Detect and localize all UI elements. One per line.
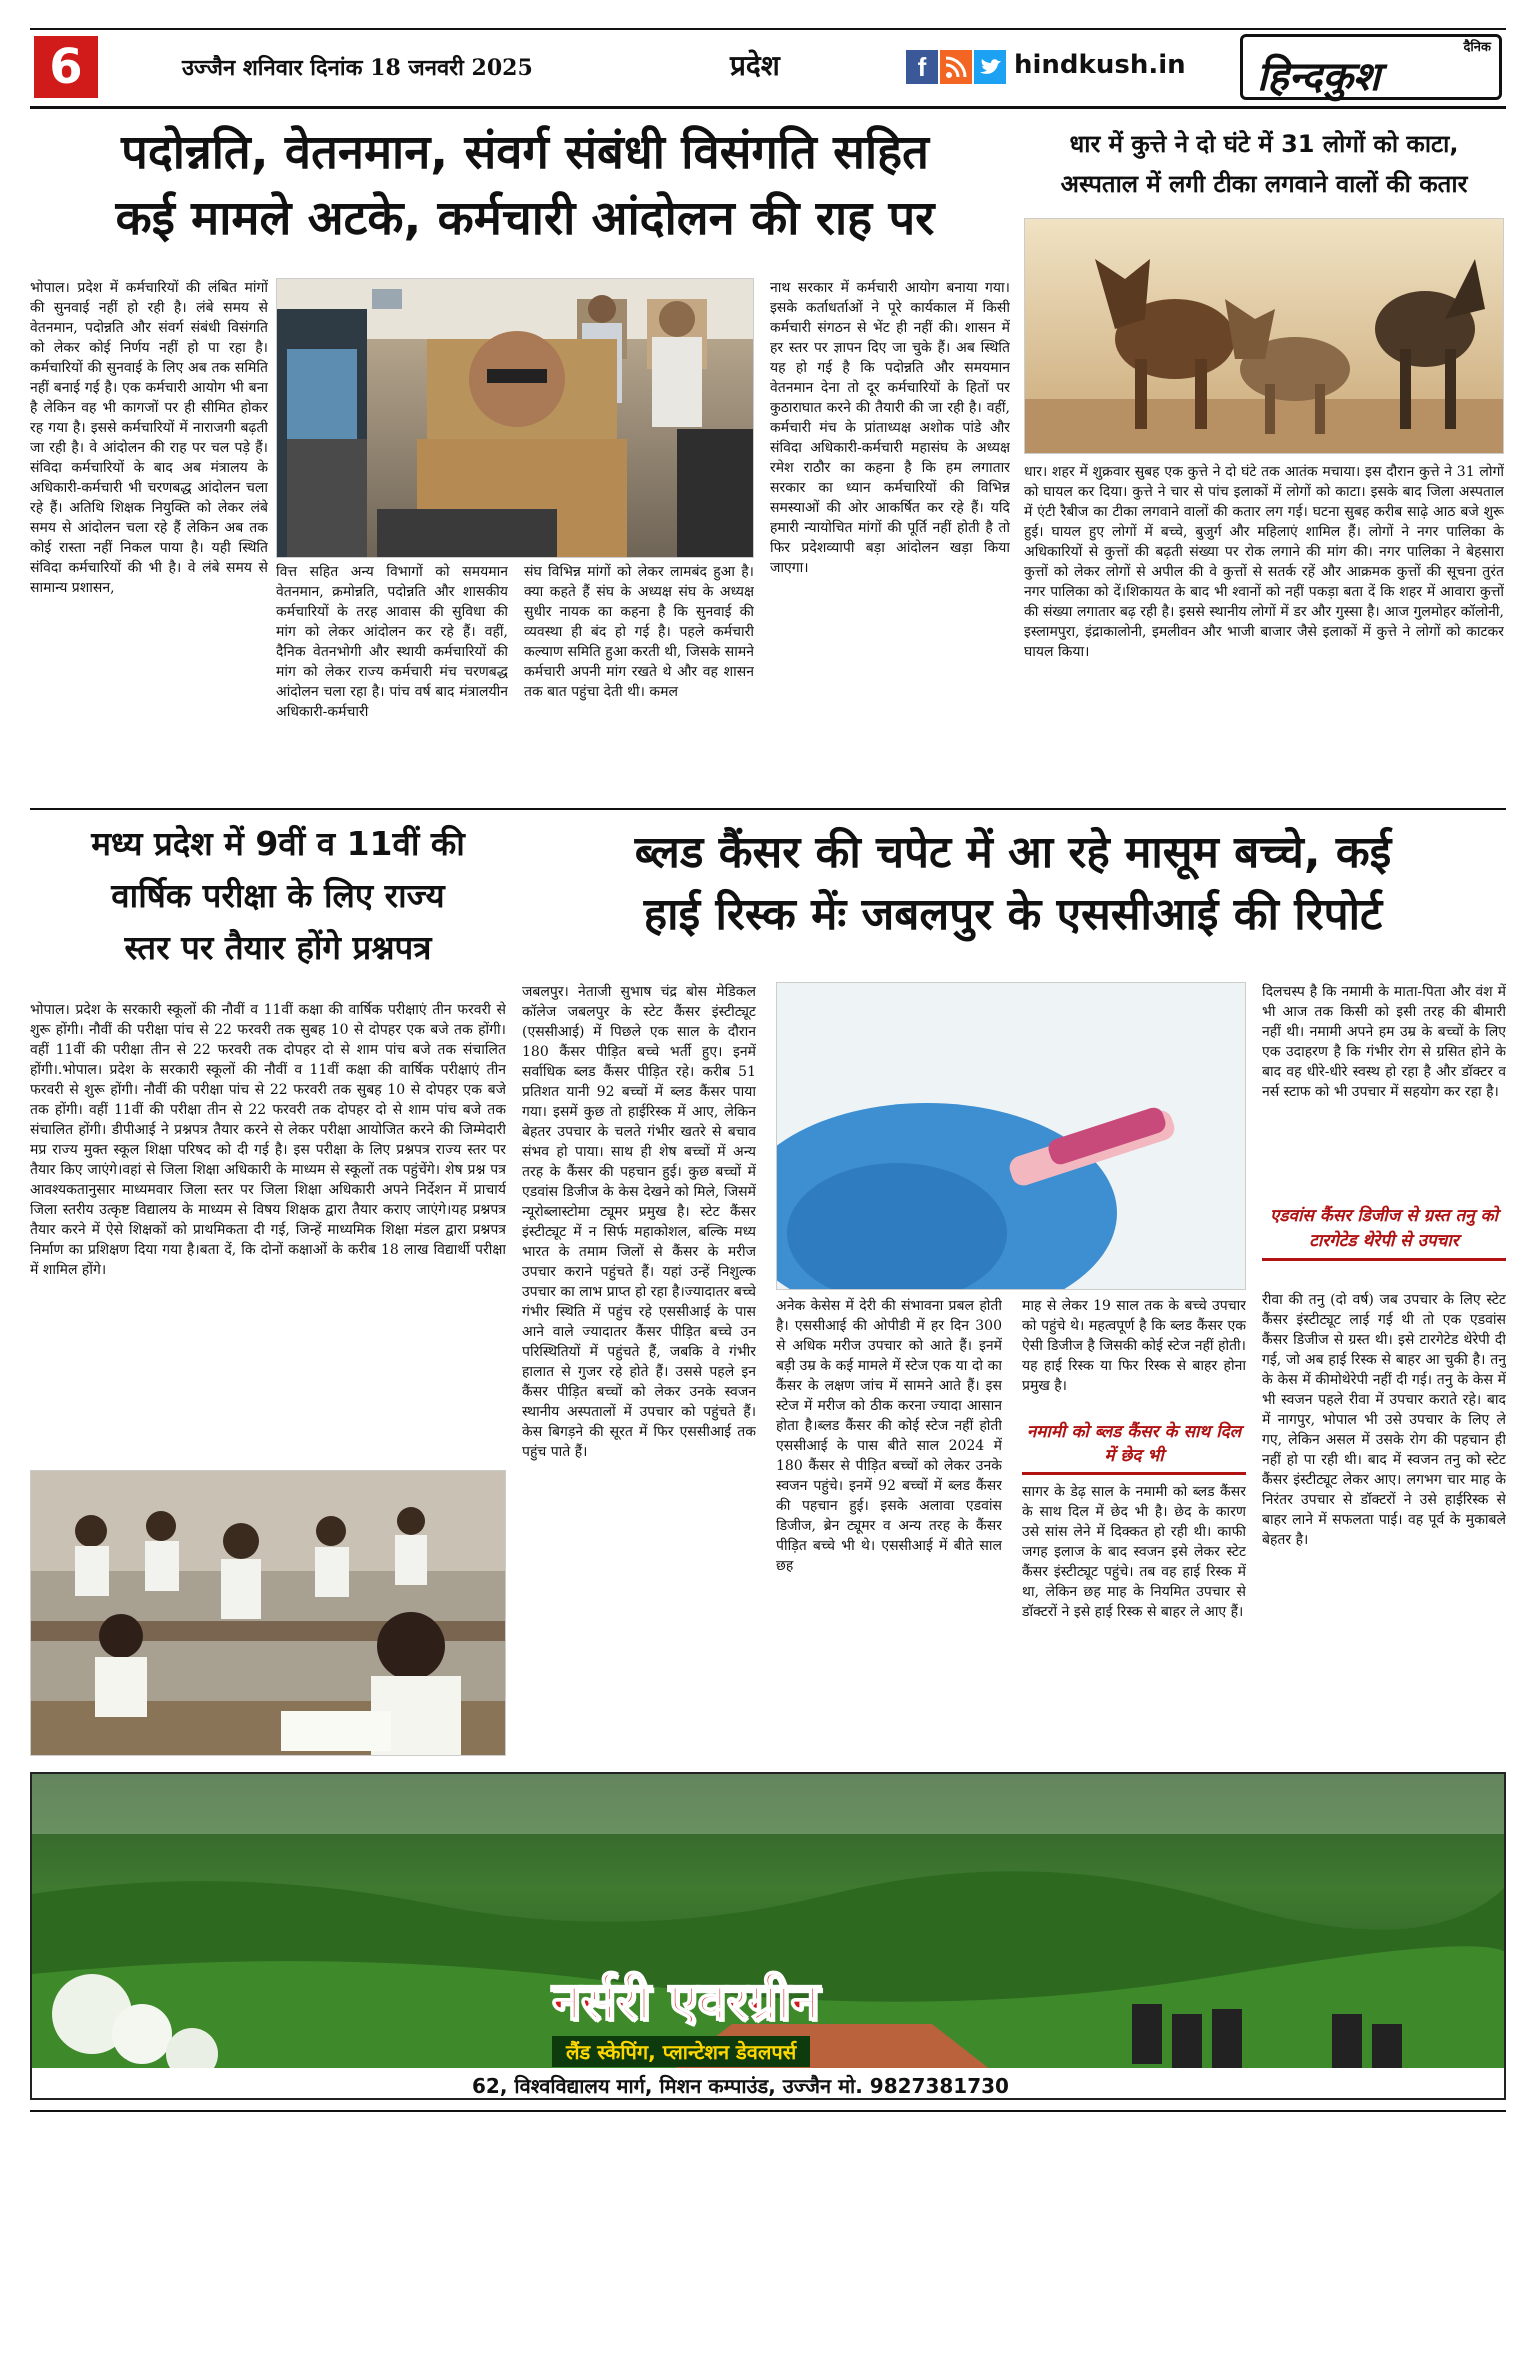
brand-name: हिन्दकुश (1257, 53, 1381, 100)
article4-column3: माह से लेकर 19 साल तक के बच्चे उपचार को पहुंचे थे। महत्वपूर्ण है कि ब्लड कैंसर एक ऐसी डिजीज है जिसकी कोई स्टेज नहीं होती। यह हाई रिस्क या फिर रिस्क से बाहर होना प्रमुख है। (1022, 1298, 1246, 1394)
nursery-tagline: लैंड स्केपिंग, प्लान्टेशन डेवलपर्स (552, 2036, 810, 2067)
article2-headline-line2: अस्पताल में लगी टीका लगवाने वालों की कतार (1060, 170, 1468, 198)
mid-rule (30, 808, 1506, 810)
page-number-badge: 6 (34, 36, 98, 98)
article3-students-photo (30, 1470, 506, 1756)
section-label: प्रदेश (730, 49, 780, 82)
masthead-rule (30, 106, 1506, 109)
article1-headline-line1: पदोन्नति, वेतनमान, संवर्ग संबंधी विसंगति सहित (121, 125, 929, 180)
article1-column3: संघ विभिन्न मांगों को लेकर लामबंद हुआ है।क्या कहते हैं संघ के अध्यक्ष संघ के अध्यक्ष सुधीर नायक का कहना है कि सुनवाई की व्यवस्था ही बंद हो गई है। पहले कर्मचारी कल्याण समिति हुआ करती थी, जिसके सामने कर्मचारी अपनी मांग रखते थे और वह शासन तक बात पहुंचा देती थी। कमल (524, 564, 754, 700)
website-link[interactable]: hindkush.in (1014, 50, 1186, 80)
article3-body: भोपाल। प्रदेश के सरकारी स्कूलों की नौवीं व 11वीं कक्षा की वार्षिक परीक्षाएं तीन फरवरी से शुरू होंगी। नौवीं की परीक्षा पांच से 22 फरवरी तक सुबह 10 से दोपहर एक बजे तक होंगी। वहीं 11वीं की परीक्षा तीन से 22 फरवरी तक दोपहर दो से शाम पांच बजे तक संचालित होंगी।.भोपाल। प्रदेश के सरकारी स्कूलों की नौवीं व 11वीं कक्षा की वार्षिक परीक्षाएं तीन फरवरी से शुरू होंगी। नौवीं की परीक्षा पांच से 22 फरवरी तक सुबह 10 से दोपहर एक बजे तक होंगी। वहीं 11वीं की परीक्षा तीन से 22 फरवरी तक दोपहर दो से शाम पांच बजे तक संचालित होंगी। डीपीआई ने प्रश्नपत्र तैयार करने से लेकर परीक्षा आयोजित करने की जिम्मेदारी मप्र राज्य मुक्त स्कूल शिक्षा परिषद को दी गई है। इस परीक्षा के लिए प्रश्नपत्र राज्य स्तर पर तैयार किए जाएंगे।वहां से जिला शिक्षा अधिकारी के माध्यम से स्कूलों तक पहुंचेंगे। शेष प्रश्न पत्र आवश्यकतानुसार माध्यमवार जिला स्तर पर जिला शिक्षा अधिकारी अपने निर्देशन में प्राचार्य जिला स्तरीय उत्कृष्ट विद्यालय के माध्यम से विषय शिक्षक द्वारा तैयार कराए जाएंगे।यह प्रश्नपत्र तैयार करने में ऐसे शिक्षकों को प्राथमिकता दी गई, जिन्हें माध्यमिक शिक्षा मंडल द्वारा प्रश्नपत्र निर्माण का प्रशिक्षण दिया गया है।बता दें, कि दोनों कक्षाओं के करीब 18 लाख विद्यार्थी परीक्षा में शामिल होंगे। (30, 1002, 506, 1278)
facebook-icon[interactable]: f (906, 50, 938, 84)
nursery-title: नर्सरी एवरग्रीन (552, 1972, 820, 2032)
article1-headline-line2: कई मामले अटके, कर्मचारी आंदोलन की राह पर (115, 191, 935, 246)
article4-headline-line1: ब्लड कैंसर की चपेट में आ रहे मासूम बच्चे, कई (634, 827, 1392, 878)
brand-small: दैनिक (1463, 40, 1491, 55)
article1-column1: भोपाल। प्रदेश में कर्मचारियों की लंबित मांगों की सुनवाई नहीं हो रही है। लंबे समय से वेतनमान, पदोन्नति और संवर्ग संबंधी विसंगति को लेकर कोई निर्णय नहीं हो पा रहा है। कर्मचारियों की सुनवाई के लिए अब तक समिति नहीं बनाई गई है। एक कर्मचारी आयोग भी बना है लेकिन वह भी कागजों पर ही सीमित होकर रह गया है। इससे कर्मचारियों में नाराजगी बढ़ती जा रही है। वे आंदोलन की राह पर चल पड़े हैं। संविदा कर्मचारियों के बाद अब मंत्रालय के अधिकारी-कर्मचारी भी चरणबद्ध आंदोलन चला रहे हैं। अतिथि शिक्षक नियुक्ति को लेकर लंबे समय से आंदोलन चला रहे हैं लेकिन अब तक कोई रास्ता नहीं निकल पाया है। यही स्थिति संविदा कर्मचारियों की भी है। वे लंबे समय से सामान्य प्रशासन, (30, 280, 268, 596)
nursery-advertisement (30, 1772, 1506, 2100)
article4-subhead-namami: नमामी को ब्लड कैंसर के साथ दिल में छेद भी (1022, 1420, 1246, 1475)
article2-body: धार। शहर में शुक्रवार सुबह एक कुत्ते ने दो घंटे तक आतंक मचाया। इस दौरान कुत्ते ने 31 लोगों को घायल कर दिया। कुत्ते ने चार से पांच इलाकों में लोगों को काटा। इसके बाद जिला अस्पताल में एंटी रैबीज का टीका लगवाने वालों की कतार लग गई। घटना सुबह करीब साढ़े आठ बजे शुरू हुई। घायल हुए लोगों में बच्चे, बुजुर्ग और महिलाएं शामिल हैं। लोगों ने नगर पालिका के अधिकारियों से कुत्तों की बढ़ती संख्या पर रोक लगाने की मांग की। नगर पालिका ने बेहसारा कुत्तों को लेकर लोगों से अपील की वे कुत्तों से सतर्क रहें और आक्रमक कुत्तों की सूचना तुरंत नगर पालिका को दें।शिकायत के बाद भी श्वानों को नहीं पकड़ा बता दें कि शहर में आवारा कुत्तों की संख्या लगातार बढ़ रही है। इससे स्थानीय लोगों में डर और गुस्सा है। आज गुलमोहर कॉलोनी, इस्लामपुरा, इंद्राकालोनी, इमलीवन और भाजी बाजार जैसे इलाकों में कुत्ते ने लोगों को काटकर घायल किया। (1024, 464, 1504, 660)
article3-headline-line1: मध्य प्रदेश में 9वीं व 11वीं की (91, 824, 465, 863)
date-line: उज्जैन शनिवार दिनांक 18 जनवरी 2025 (182, 55, 533, 81)
bottom-rule (30, 2110, 1506, 2112)
masthead (30, 28, 1506, 104)
article4-column4a: दिलचस्प है कि नमामी के माता-पिता और वंश में भी आज तक किसी को इसी तरह की बीमारी नहीं थी। नमामी अपने हम उम्र के बच्चों के लिए एक उदाहरण है कि गंभीर रोग से ग्रसित होने के बाद वह धीरे-धीरे स्वस्थ हो रहा है और डॉक्टर व नर्स स्टाफ को भी उपचार में सहयोग कर रहा है। (1262, 984, 1506, 1100)
article2-dogs-photo (1024, 218, 1504, 454)
rss-icon[interactable] (940, 50, 972, 84)
article2-headline (1022, 124, 1506, 204)
article4-column2: अनेक केसेस में देरी की संभावना प्रबल होती है। एससीआई की ओपीडी में हर दिन 300 से अधिक मरीज उपचार को आते हैं। इनमें बड़ी उम्र के कई मामले में स्टेज एक या दो का कैंसर के लक्षण जांच में सामने आते हैं। इस स्टेज में मरीज को ठीक करना ज्यादा आसान होता है।ब्लड कैंसर की कोई स्टेज नहीं होती एससीआई के पास बीते साल 2024 में 180 कैंसर से पीड़ित बच्चों को लेकर उनके स्वजन पहुंचे। इनमें 92 बच्चों में ब्लड कैंसर की पहचान हुई। इसके अलावा एडवांस डिजीज, ब्रेन ट्यूमर व अन्य तरह के कैंसर पीड़ित बच्चे भी थे। एससीआई में बीते साल छह (776, 1298, 1002, 1574)
article3-headline (30, 818, 526, 974)
article4-glove-photo (776, 982, 1246, 1290)
article4-headline (520, 822, 1506, 946)
article1-column2: वित्त सहित अन्य विभागों को समयमान वेतनमान, क्रमोन्नति, पदोन्नति और शासकीय कर्मचारियों के तरह आवास की सुविधा की मांग को लेकर आंदोलन कर रहे हैं। वहीं, दैनिक वेतनभोगी और स्थायी कर्मचारियों की मांग को लेकर राज्य कर्मचारी मंच चरणबद्ध आंदोलन चला रहा है। पांच वर्ष बाद मंत्रालयीन अधिकारी-कर्मचारी (276, 564, 508, 720)
nursery-address: 62, विश्वविद्यालय मार्ग, मिशन कम्पाउंड, उज्जैन मो. 9827381730 (472, 2074, 1009, 2098)
twitter-icon[interactable] (974, 50, 1006, 84)
article4-column1: जबलपुर। नेताजी सुभाष चंद्र बोस मेडिकल कॉलेज जबलपुर के स्टेट कैंसर इंस्टीट्यूट (एससीआई) में पिछले एक साल के दौरान 180 कैंसर पीड़ित बच्चे भर्ती हुए। इनमें सर्वाधिक ब्लड कैंसर पीड़ित रहे। करीब 51 प्रतिशत यानी 92 बच्चों में ब्लड कैंसर पाया गया। इसमें कुछ तो हाईरिस्क में आए, लेकिन बेहतर उपचार के चलते गंभीर खतरे से बचाव संभव हो पाया। साथ ही शेष बच्चों में अन्य तरह के कैंसर की पहचान हुई। कुछ बच्चों में एडवांस डिजीज के केस देखने को मिले, जिसमें न्यूरोब्लास्टोमा ट्यूमर प्रमुख है। स्टेट कैंसर इंस्टीट्यूट में न सिर्फ महाकोशल, बल्कि मध्य भारत के तमाम जिलों से कैंसर के मरीज उपचार कराने पहुंचते हैं। यहां उन्हें निशुल्क उपचार का लाभ प्राप्त हो रहा है।ज्यादातर बच्चे गंभीर स्थिति में पहुंच रहे एससीआई के पास आने वाले ज्यादातर कैंसर पीड़ित बच्चे उन परिस्थितियों में पहुंचते हैं, जबकि वे गंभीर हालात से गुजर रहे होते हैं। उससे पहले इन कैंसर पीड़ित बच्चों को लेकर उनके स्वजन स्थानीय अस्पतालों में उपचार को पहुंचते हैं। केस बिगड़ने की सूरत में फिर एससीआई तक पहुंच पाते हैं। (522, 984, 756, 1460)
article4-column4b: रीवा की तनु (दो वर्ष) जब उपचार के लिए स्टेट कैंसर इंस्टीट्यूट लाई गई थी तो एक एडवांस कैंसर डिजीज से ग्रस्त थी। इसे टारगेटेड थेरेपी दी गई, जो अब हाई रिस्क से बाहर आ चुकी है। तनु के केस में कीमोथेरेपी नहीं दी गई। तनु के केस में भी स्वजन पहले रीवा में उपचार कराते रहे। बाद में नागपुर, भोपाल भी उसे उपचार के लिए ले गए, लेकिन असल में उसके रोग की पहचान ही नहीं हो पा रही थी। बाद में स्वजन तनु को स्टेट कैंसर इंस्टीट्यूट लेकर आए। लगभग चार माह के निरंतर उपचार से डॉक्टरों ने उसे हाईरिस्क से बाहर लाने में सफलता पाई। वह पूर्व के मुकाबले बेहतर है। (1262, 1292, 1506, 1548)
article1-headline (30, 120, 1020, 252)
article1-office-photo (276, 278, 754, 558)
article4-headline-line2: हाई रिस्क मेंः जबलपुर के एससीआई की रिपोर्ट (643, 889, 1383, 940)
article1-column4: नाथ सरकार में कर्मचारी आयोग बनाया गया। इसके कर्ताधर्ताओं ने पूरे कार्यकाल में किसी कर्मचारी संगठन से भेंट ही नहीं की। शासन में हर स्तर पर ज्ञापन दिए जा चुके हैं। अब स्थिति यह हो गई है कि पदोन्नति और समयमान वेतनमान देना तो दूर कर्मचारियों के हितों पर कुठाराघात करने की तैयारी की जा रही है। वहीं, कर्मचारी मंच के प्रांताध्यक्ष अशोक पांडे और संविदा अधिकारी-कर्मचारी महासंघ के अध्यक्ष रमेश राठौर का कहना है कि हम लगातार सरकार का ध्यान कर्मचारियों की विभिन्न समस्याओं की ओर आकर्षित कर रहे हैं। यदि हमारी न्यायोचित मांगों की पूर्ति नहीं होती है तो फिर प्रदेशव्यापी बड़ा आंदोलन खड़ा किया जाएगा। (770, 280, 1010, 576)
article4-column3b: सागर के डेढ़ साल के नमामी को ब्लड कैंसर के साथ दिल में छेद भी है। छेद के कारण उसे सांस लेने में दिक्कत हो रही थी। काफी जगह इलाज के बाद स्वजन इसे लेकर स्टेट कैंसर इंस्टीट्यूट पहुंचे। तब वह हाई रिस्क में था, लेकिन छह माह के नियमित उपचार से डॉक्टरों ने इसे हाई रिस्क से बाहर ले आए हैं। (1022, 1484, 1246, 1620)
article3-headline-line2: वार्षिक परीक्षा के लिए राज्य (111, 876, 445, 915)
brand-logo (1240, 34, 1502, 100)
article4-subhead-tanu: एडवांस कैंसर डिजीज से ग्रस्त तनु को टारगेटेड थेरेपी से उपचार (1262, 1204, 1506, 1261)
article2-headline-line1: धार में कुत्ते ने दो घंटे में 31 लोगों को काटा, (1069, 130, 1459, 158)
article3-headline-line3: स्तर पर तैयार होंगे प्रश्नपत्र (124, 928, 432, 967)
